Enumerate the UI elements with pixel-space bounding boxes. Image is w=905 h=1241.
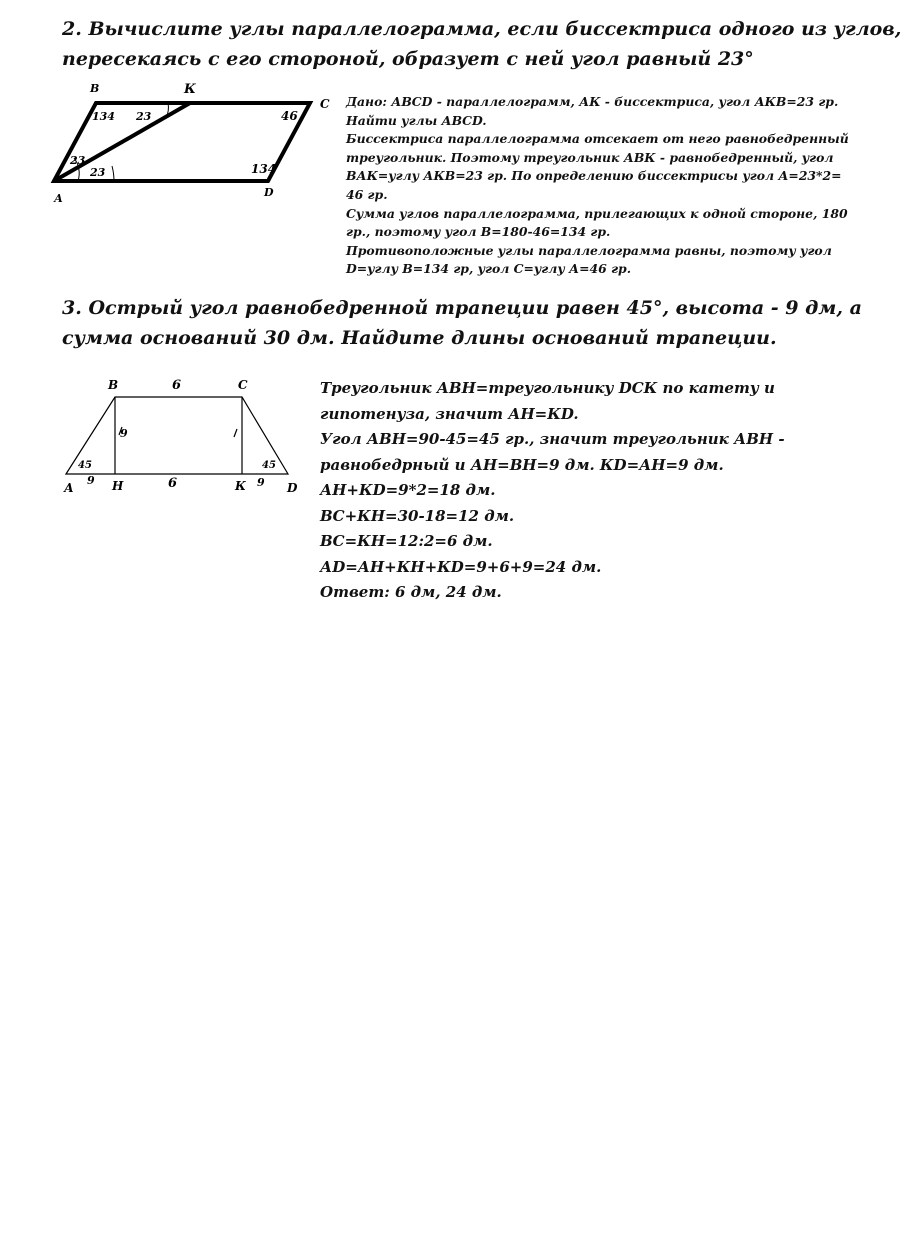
task2-solution-line: 46 гр. [346,186,388,202]
task2-solution-line: Сумма углов параллелограмма, прилегающих к одной стороне, 180 [346,205,848,221]
task3-solution-line: гипотенуза, значит АН=КD. [320,404,579,423]
label-d: D [264,186,274,199]
task3-solution-line: равнобедрный и АН=ВН=9 дм. КD=АН=9 дм. [320,455,724,474]
task3-answer: Ответ: 6 дм, 24 дм. [320,583,502,601]
label-k: К [235,479,246,493]
task3-heading-line-2: сумма оснований 30 дм. Найдите длины оснований трапеции. [62,327,777,349]
task2-solution-line: Противоположные углы параллелограмма равны, поэтому угол [346,242,832,258]
task2-solution-line: D=углу В=134 гр, угол С=углу А=46 гр. [346,261,632,277]
task2-heading-line-1: 2. Вычислите углы параллелограмма, если биссектриса одного из углов, [62,18,902,40]
task2-solution-line: Биссектриса параллелограмма отсекает от него равнобедренный [346,131,849,147]
top-base-6: 6 [172,378,182,393]
label-h: Н [112,479,124,493]
angle-d-45: 45 [262,460,276,471]
height-9: 9 [120,427,128,440]
segment-ah-9: 9 [87,474,95,487]
label-b: В [108,378,119,392]
angle-a-45: 45 [78,460,92,471]
angle-d-134: 134 [251,162,277,176]
angle-a-23-lower: 23 [90,166,106,179]
task3-heading-line-1: 3. Острый угол равнобедренной трапеции равен 45°, высота - 9 дм, а [62,297,862,319]
tick-ck [234,429,237,437]
parallelogram-diagram [40,78,380,203]
angle-c-46: 46 [281,109,298,123]
label-a: А [54,192,63,203]
task3-solution [320,376,880,606]
task2-heading [62,14,901,74]
segment-kd-9: 9 [257,476,265,489]
label-d: D [287,481,298,495]
trapezoid-diagram [58,375,308,505]
label-c: С [238,378,248,392]
angle-a-23-upper: 23 [70,154,86,167]
task2-solution-line: ВАК=углу АКВ=23 гр. По определению биссектрисы угол А=23*2= [346,168,842,184]
task3-solution-line: Треугольник АВН=треугольнику DСК по катету и [320,379,775,397]
angle-b-134: 134 [92,110,115,123]
label-c: С [320,97,330,111]
task3-solution-line: ВС+КН=30-18=12 дм. [320,506,515,525]
task3-heading [62,293,862,353]
task2-solution-line: Найти углы АВСD. [346,112,487,128]
task3-solution-line: АН+КD=9*2=18 дм. [320,481,496,499]
angle-k-23: 23 [136,110,152,123]
task2-heading-line-2: пересекаясь с его стороной, образует с ней угол равный 23° [62,48,754,70]
task2-solution-line: треугольник. Поэтому треугольник АВК - равнобедренный, угол [346,149,834,165]
bottom-mid-6: 6 [168,476,178,491]
trapezoid-outline [66,397,288,474]
angle-arc-a-lower [112,166,114,181]
task2-solution-line: гр., поэтому угол В=180-46=134 гр. [346,224,611,240]
task3-solution-line: АD=АН+КН+КD=9+6+9=24 дм. [320,557,602,576]
label-a: А [64,481,74,495]
label-k: К [184,82,196,97]
task2-solution-line: Дано: АВСD - параллелограмм, АК - биссектриса, угол АКВ=23 гр. [346,94,839,109]
task3-solution-line: ВС=КН=12:2=6 дм. [320,532,493,550]
task2-solution [346,93,886,279]
label-b: В [90,82,100,95]
task3-solution-line: Угол АВН=90-45=45 гр., значит треугольник АВН - [320,430,785,448]
